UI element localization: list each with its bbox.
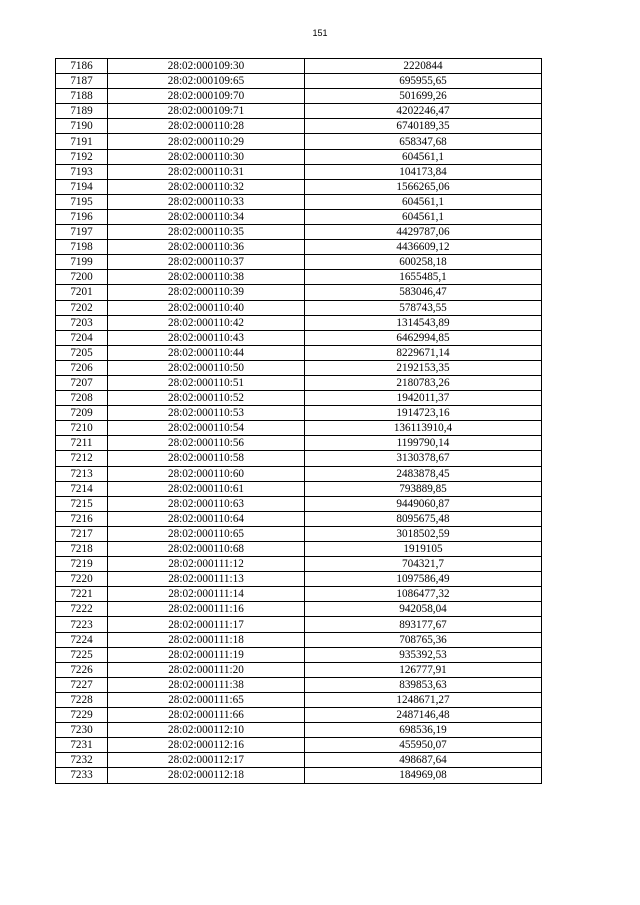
row-number-cell: 7223 [56,617,108,632]
row-number-cell: 7201 [56,285,108,300]
cadastral-number-cell: 28:02:000111:38 [108,677,305,692]
table-row [56,104,542,119]
table-row [56,89,542,104]
row-number-cell: 7221 [56,587,108,602]
row-number-cell: 7191 [56,134,108,149]
row-number-cell: 7214 [56,481,108,496]
value-cell: 600258,18 [305,255,542,270]
value-cell: 583046,47 [305,285,542,300]
table-row [56,511,542,526]
cadastral-number-cell: 28:02:000110:42 [108,315,305,330]
table-row [56,345,542,360]
value-cell: 2180783,26 [305,375,542,390]
cadastral-number-cell: 28:02:000110:44 [108,345,305,360]
value-cell: 501699,26 [305,89,542,104]
value-cell: 498687,64 [305,753,542,768]
table-row [56,723,542,738]
value-cell: 1199790,14 [305,436,542,451]
cadastral-number-cell: 28:02:000110:63 [108,496,305,511]
cadastral-number-cell: 28:02:000110:36 [108,240,305,255]
cadastral-number-cell: 28:02:000110:28 [108,119,305,134]
value-cell: 4436609,12 [305,240,542,255]
value-cell: 6462994,85 [305,330,542,345]
table-row [56,677,542,692]
cadastral-number-cell: 28:02:000110:61 [108,481,305,496]
table-row [56,330,542,345]
cadastral-number-cell: 28:02:000110:43 [108,330,305,345]
table-row [56,406,542,421]
table-row [56,542,542,557]
table-row [56,59,542,74]
row-number-cell: 7211 [56,436,108,451]
value-cell: 8229671,14 [305,345,542,360]
value-cell: 578743,55 [305,300,542,315]
value-cell: 8095675,48 [305,511,542,526]
row-number-cell: 7196 [56,209,108,224]
row-number-cell: 7206 [56,360,108,375]
row-number-cell: 7220 [56,572,108,587]
value-cell: 793889,85 [305,481,542,496]
value-cell: 1097586,49 [305,572,542,587]
table-row [56,738,542,753]
cadastral-number-cell: 28:02:000111:12 [108,557,305,572]
table-row [56,496,542,511]
page-number: 151 [312,28,328,38]
row-number-cell: 7202 [56,300,108,315]
table-row [56,421,542,436]
cadastral-number-cell: 28:02:000110:60 [108,466,305,481]
table-row [56,768,542,783]
table-row [56,753,542,768]
value-cell: 1914723,16 [305,406,542,421]
table-row [56,708,542,723]
cadastral-number-cell: 28:02:000110:35 [108,225,305,240]
cadastral-number-cell: 28:02:000110:52 [108,391,305,406]
table-row [56,225,542,240]
cadastral-number-cell: 28:02:000110:34 [108,209,305,224]
table-row [56,587,542,602]
table-row [56,270,542,285]
value-cell: 604561,1 [305,149,542,164]
value-cell: 658347,68 [305,134,542,149]
cadastral-number-cell: 28:02:000111:13 [108,572,305,587]
table-row [56,391,542,406]
row-number-cell: 7212 [56,451,108,466]
cadastral-number-cell: 28:02:000110:38 [108,270,305,285]
row-number-cell: 7226 [56,662,108,677]
value-cell: 184969,08 [305,768,542,783]
row-number-cell: 7195 [56,194,108,209]
table-row [56,315,542,330]
value-cell: 1086477,32 [305,587,542,602]
row-number-cell: 7207 [56,375,108,390]
row-number-cell: 7192 [56,149,108,164]
table-row [56,526,542,541]
table-row [56,617,542,632]
cadastral-number-cell: 28:02:000110:31 [108,164,305,179]
row-number-cell: 7209 [56,406,108,421]
cadastral-number-cell: 28:02:000111:18 [108,632,305,647]
table-row [56,451,542,466]
value-cell: 942058,04 [305,602,542,617]
value-cell: 604561,1 [305,209,542,224]
row-number-cell: 7225 [56,647,108,662]
table-row [56,692,542,707]
value-cell: 1248671,27 [305,692,542,707]
cadastral-number-cell: 28:02:000110:32 [108,179,305,194]
cadastral-number-cell: 28:02:000111:16 [108,602,305,617]
value-cell: 4202246,47 [305,104,542,119]
value-cell: 3018502,59 [305,526,542,541]
cadastral-number-cell: 28:02:000111:66 [108,708,305,723]
value-cell: 1655485,1 [305,270,542,285]
cadastral-number-cell: 28:02:000109:71 [108,104,305,119]
row-number-cell: 7216 [56,511,108,526]
row-number-cell: 7218 [56,542,108,557]
cadastral-number-cell: 28:02:000109:30 [108,59,305,74]
value-cell: 6740189,35 [305,119,542,134]
table-row [56,164,542,179]
table-row [56,572,542,587]
value-cell: 3130378,67 [305,451,542,466]
value-cell: 893177,67 [305,617,542,632]
value-cell: 604561,1 [305,194,542,209]
value-cell: 708765,36 [305,632,542,647]
cadastral-number-cell: 28:02:000110:53 [108,406,305,421]
table-row [56,602,542,617]
cadastral-number-cell: 28:02:000109:65 [108,74,305,89]
row-number-cell: 7186 [56,59,108,74]
cadastral-number-cell: 28:02:000112:10 [108,723,305,738]
row-number-cell: 7228 [56,692,108,707]
cadastral-number-cell: 28:02:000110:29 [108,134,305,149]
table-body [56,59,542,784]
value-cell: 2487146,48 [305,708,542,723]
table-row [56,149,542,164]
cadastral-number-cell: 28:02:000110:30 [108,149,305,164]
cadastral-number-cell: 28:02:000112:17 [108,753,305,768]
row-number-cell: 7219 [56,557,108,572]
table-row [56,662,542,677]
cadastral-number-cell: 28:02:000110:54 [108,421,305,436]
value-cell: 9449060,87 [305,496,542,511]
row-number-cell: 7197 [56,225,108,240]
table-row [56,300,542,315]
table-row [56,466,542,481]
row-number-cell: 7189 [56,104,108,119]
table-row [56,647,542,662]
value-cell: 704321,7 [305,557,542,572]
cadastral-number-cell: 28:02:000110:33 [108,194,305,209]
row-number-cell: 7190 [56,119,108,134]
value-cell: 1566265,06 [305,179,542,194]
row-number-cell: 7208 [56,391,108,406]
row-number-cell: 7200 [56,270,108,285]
value-cell: 2220844 [305,59,542,74]
value-cell: 698536,19 [305,723,542,738]
row-number-cell: 7233 [56,768,108,783]
row-number-cell: 7227 [56,677,108,692]
cadastral-value-table [55,58,542,784]
row-number-cell: 7193 [56,164,108,179]
row-number-cell: 7222 [56,602,108,617]
row-number-cell: 7229 [56,708,108,723]
table-row [56,240,542,255]
value-cell: 2192153,35 [305,360,542,375]
row-number-cell: 7232 [56,753,108,768]
table-row [56,632,542,647]
cadastral-number-cell: 28:02:000109:70 [108,89,305,104]
row-number-cell: 7231 [56,738,108,753]
cadastral-number-cell: 28:02:000110:65 [108,526,305,541]
value-cell: 935392,53 [305,647,542,662]
row-number-cell: 7230 [56,723,108,738]
value-cell: 455950,07 [305,738,542,753]
cadastral-number-cell: 28:02:000110:40 [108,300,305,315]
value-cell: 4429787,06 [305,225,542,240]
value-cell: 126777,91 [305,662,542,677]
cadastral-number-cell: 28:02:000110:56 [108,436,305,451]
row-number-cell: 7199 [56,255,108,270]
cadastral-number-cell: 28:02:000111:20 [108,662,305,677]
table-row [56,194,542,209]
cadastral-number-cell: 28:02:000111:17 [108,617,305,632]
value-cell: 1942011,37 [305,391,542,406]
table-row [56,557,542,572]
cadastral-number-cell: 28:02:000111:65 [108,692,305,707]
row-number-cell: 7215 [56,496,108,511]
table-row [56,360,542,375]
row-number-cell: 7203 [56,315,108,330]
table-row [56,436,542,451]
value-cell: 1314543,89 [305,315,542,330]
value-cell: 839853,63 [305,677,542,692]
table-row [56,209,542,224]
table-row [56,255,542,270]
row-number-cell: 7205 [56,345,108,360]
cadastral-number-cell: 28:02:000111:14 [108,587,305,602]
row-number-cell: 7188 [56,89,108,104]
table-row [56,179,542,194]
table-row [56,74,542,89]
table-row [56,134,542,149]
cadastral-number-cell: 28:02:000112:16 [108,738,305,753]
row-number-cell: 7213 [56,466,108,481]
cadastral-number-cell: 28:02:000110:58 [108,451,305,466]
row-number-cell: 7198 [56,240,108,255]
cadastral-number-cell: 28:02:000110:64 [108,511,305,526]
cadastral-number-cell: 28:02:000112:18 [108,768,305,783]
value-cell: 104173,84 [305,164,542,179]
cadastral-number-cell: 28:02:000110:37 [108,255,305,270]
cadastral-number-cell: 28:02:000110:68 [108,542,305,557]
row-number-cell: 7224 [56,632,108,647]
row-number-cell: 7187 [56,74,108,89]
row-number-cell: 7204 [56,330,108,345]
row-number-cell: 7210 [56,421,108,436]
table-row [56,285,542,300]
cadastral-number-cell: 28:02:000110:51 [108,375,305,390]
table-row [56,119,542,134]
cadastral-number-cell: 28:02:000111:19 [108,647,305,662]
table-row [56,481,542,496]
row-number-cell: 7194 [56,179,108,194]
value-cell: 1919105 [305,542,542,557]
value-cell: 695955,65 [305,74,542,89]
cadastral-number-cell: 28:02:000110:39 [108,285,305,300]
cadastral-number-cell: 28:02:000110:50 [108,360,305,375]
value-cell: 2483878,45 [305,466,542,481]
table-row [56,375,542,390]
value-cell: 136113910,4 [305,421,542,436]
row-number-cell: 7217 [56,526,108,541]
